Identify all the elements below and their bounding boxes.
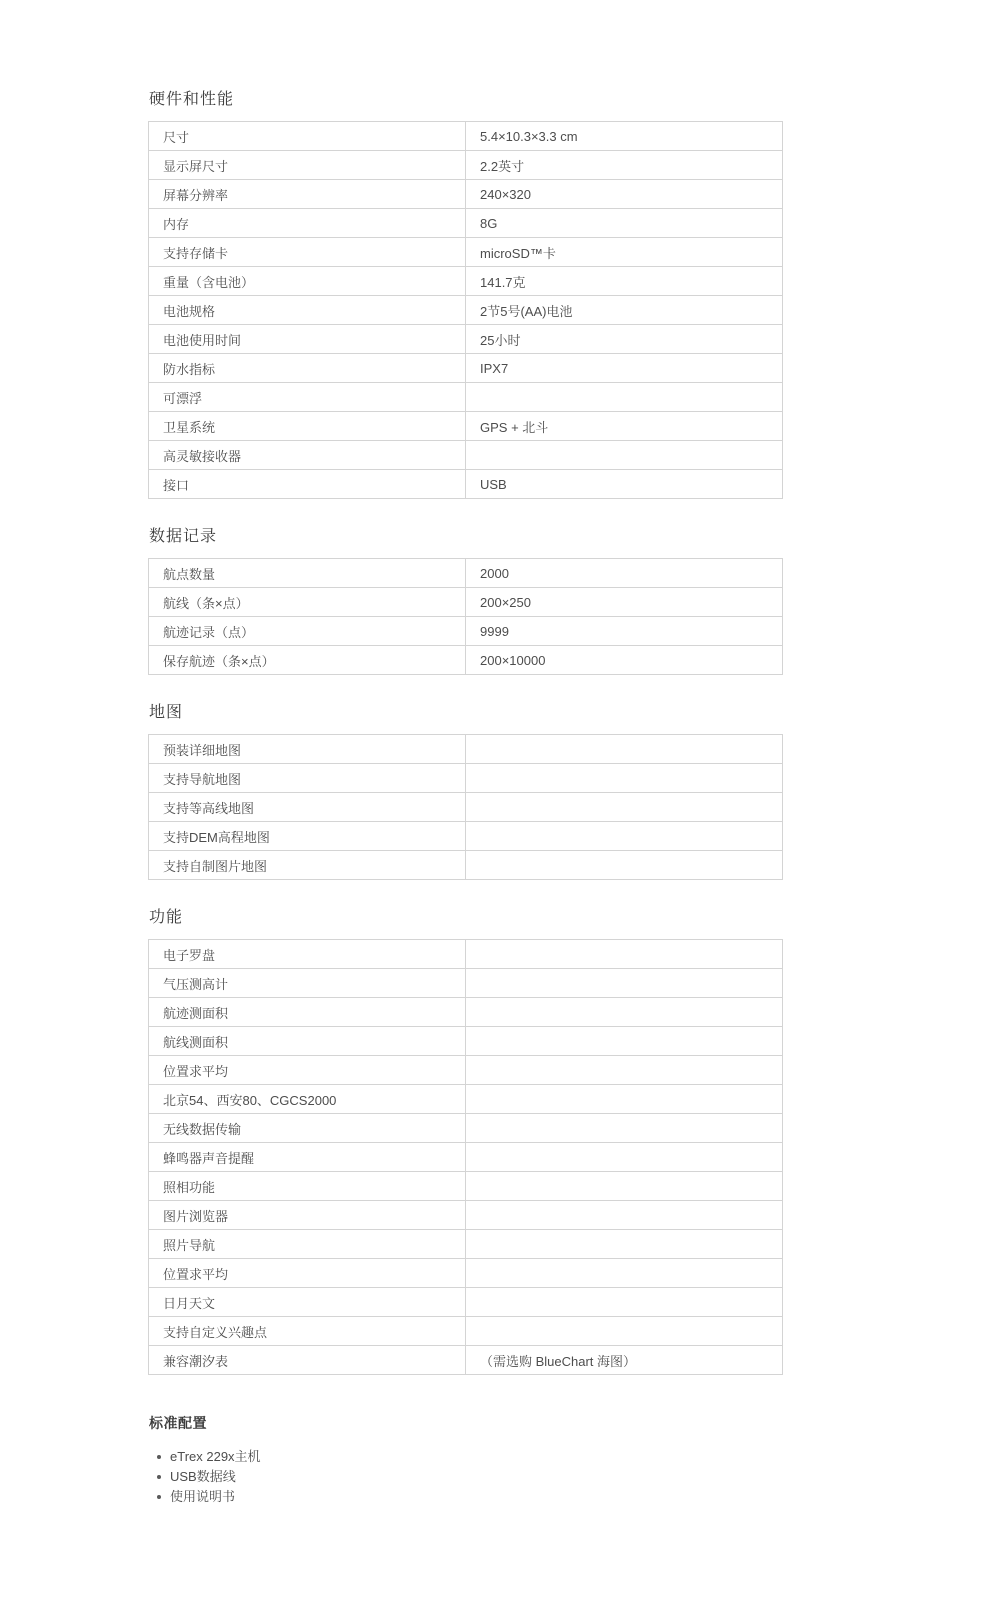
table-row [149, 1346, 783, 1375]
spec-value [466, 1027, 783, 1056]
spec-value: 200×250 [466, 588, 783, 617]
spec-value [466, 940, 783, 969]
spec-label: 支持DEM高程地图 [149, 822, 466, 851]
table-row [149, 238, 783, 267]
table-row [149, 1259, 783, 1288]
spec-label: 接口 [149, 470, 466, 499]
spec-label: 支持自定义兴趣点 [149, 1317, 466, 1346]
maps-spec-table [148, 734, 783, 880]
hardware-spec-table [148, 121, 783, 499]
package-title: 标准配置 [149, 1415, 207, 1431]
spec-value: 2.2英寸 [466, 151, 783, 180]
table-row [149, 969, 783, 998]
table-row [149, 441, 783, 470]
spec-value [466, 1143, 783, 1172]
data-recording-spec-table [148, 558, 783, 675]
spec-label: 重量（含电池） [149, 267, 466, 296]
spec-label: 兼容潮汐表 [149, 1346, 466, 1375]
table-row [149, 1143, 783, 1172]
package-list-item [148, 1487, 783, 1507]
spec-value [466, 1230, 783, 1259]
spec-value [466, 793, 783, 822]
spec-value: 5.4×10.3×3.3 cm [466, 122, 783, 151]
table-row [149, 793, 783, 822]
spec-label: 支持等高线地图 [149, 793, 466, 822]
table-row [149, 588, 783, 617]
spec-value [466, 1114, 783, 1143]
package-item-label: eTrex 229x主机 [170, 1449, 261, 1464]
table-row [149, 267, 783, 296]
spec-label: 蜂鸣器声音提醒 [149, 1143, 466, 1172]
spec-label: 电池规格 [149, 296, 466, 325]
table-row [149, 180, 783, 209]
table-row [149, 470, 783, 499]
table-row [149, 998, 783, 1027]
features-spec-table [148, 939, 783, 1375]
spec-value: 25小时 [466, 325, 783, 354]
spec-value [466, 1317, 783, 1346]
spec-label: 航迹记录（点） [149, 617, 466, 646]
table-row [149, 383, 783, 412]
spec-value: 240×320 [466, 180, 783, 209]
spec-label: 卫星系统 [149, 412, 466, 441]
table-row [149, 412, 783, 441]
spec-label: 气压测高计 [149, 969, 466, 998]
spec-label: 照片导航 [149, 1230, 466, 1259]
spec-value: 2节5号(AA)电池 [466, 296, 783, 325]
spec-label: 北京54、西安80、CGCS2000 [149, 1085, 466, 1114]
table-row [149, 122, 783, 151]
package-list-item [148, 1467, 783, 1487]
spec-label: 位置求平均 [149, 1259, 466, 1288]
table-row [149, 1288, 783, 1317]
bullet-icon [157, 1475, 161, 1479]
spec-label: 日月天文 [149, 1288, 466, 1317]
spec-value [466, 1085, 783, 1114]
spec-label: 航迹测面积 [149, 998, 466, 1027]
table-row [149, 1114, 783, 1143]
table-row [149, 1056, 783, 1085]
spec-value: GPS + 北斗 [466, 412, 783, 441]
table-row [149, 1172, 783, 1201]
table-row [149, 325, 783, 354]
section-hardware [148, 90, 783, 499]
table-row [149, 559, 783, 588]
spec-label: 电子罗盘 [149, 940, 466, 969]
table-row [149, 735, 783, 764]
spec-value [466, 764, 783, 793]
table-row [149, 940, 783, 969]
spec-value: 2000 [466, 559, 783, 588]
spec-value [466, 383, 783, 412]
spec-label: 航点数量 [149, 559, 466, 588]
table-row [149, 354, 783, 383]
spec-label: 内存 [149, 209, 466, 238]
table-row [149, 1027, 783, 1056]
package-list [148, 1447, 783, 1507]
section-standard-package [148, 1413, 783, 1507]
spec-value: IPX7 [466, 354, 783, 383]
table-row [149, 646, 783, 675]
section-features [148, 908, 783, 1375]
spec-value: 141.7克 [466, 267, 783, 296]
section-title-hardware: 硬件和性能 [149, 91, 235, 108]
spec-label: 可漂浮 [149, 383, 466, 412]
spec-value [466, 1056, 783, 1085]
spec-label: 航线测面积 [149, 1027, 466, 1056]
spec-value [466, 735, 783, 764]
table-row [149, 209, 783, 238]
spec-label: 支持导航地图 [149, 764, 466, 793]
section-title-maps: 地图 [149, 704, 184, 721]
spec-label: 显示屏尺寸 [149, 151, 466, 180]
spec-value: microSD™卡 [466, 238, 783, 267]
spec-value [466, 969, 783, 998]
spec-value: 8G [466, 209, 783, 238]
spec-value [466, 998, 783, 1027]
spec-label: 支持自制图片地图 [149, 851, 466, 880]
spec-label: 图片浏览器 [149, 1201, 466, 1230]
table-row [149, 764, 783, 793]
spec-label: 预装详细地图 [149, 735, 466, 764]
table-row [149, 151, 783, 180]
spec-label: 照相功能 [149, 1172, 466, 1201]
spec-label: 位置求平均 [149, 1056, 466, 1085]
spec-label: 尺寸 [149, 122, 466, 151]
section-title-data-recording: 数据记录 [149, 528, 218, 545]
bullet-icon [157, 1455, 161, 1459]
table-row [149, 851, 783, 880]
spec-label: 防水指标 [149, 354, 466, 383]
spec-page-content [148, 0, 783, 1507]
spec-value [466, 1172, 783, 1201]
section-title-features: 功能 [149, 909, 184, 926]
spec-value [466, 1201, 783, 1230]
spec-label: 电池使用时间 [149, 325, 466, 354]
spec-value [466, 1259, 783, 1288]
spec-value: 200×10000 [466, 646, 783, 675]
table-row [149, 1317, 783, 1346]
bullet-icon [157, 1495, 161, 1499]
spec-value [466, 441, 783, 470]
table-row [149, 1230, 783, 1259]
table-row [149, 822, 783, 851]
spec-label: 无线数据传输 [149, 1114, 466, 1143]
section-data-recording [148, 527, 783, 675]
spec-value: 9999 [466, 617, 783, 646]
table-row [149, 1085, 783, 1114]
package-list-item [148, 1447, 783, 1467]
package-item-label: 使用说明书 [170, 1489, 236, 1504]
spec-value: USB [466, 470, 783, 499]
section-maps [148, 703, 783, 880]
spec-label: 航线（条×点） [149, 588, 466, 617]
package-item-label: USB数据线 [170, 1469, 236, 1484]
spec-value [466, 1288, 783, 1317]
table-row [149, 1201, 783, 1230]
table-row [149, 617, 783, 646]
spec-value [466, 822, 783, 851]
spec-label: 保存航迹（条×点） [149, 646, 466, 675]
spec-value: （需选购 BlueChart 海图） [466, 1346, 783, 1375]
spec-label: 高灵敏接收器 [149, 441, 466, 470]
spec-value [466, 851, 783, 880]
spec-label: 屏幕分辨率 [149, 180, 466, 209]
spec-label: 支持存储卡 [149, 238, 466, 267]
table-row [149, 296, 783, 325]
